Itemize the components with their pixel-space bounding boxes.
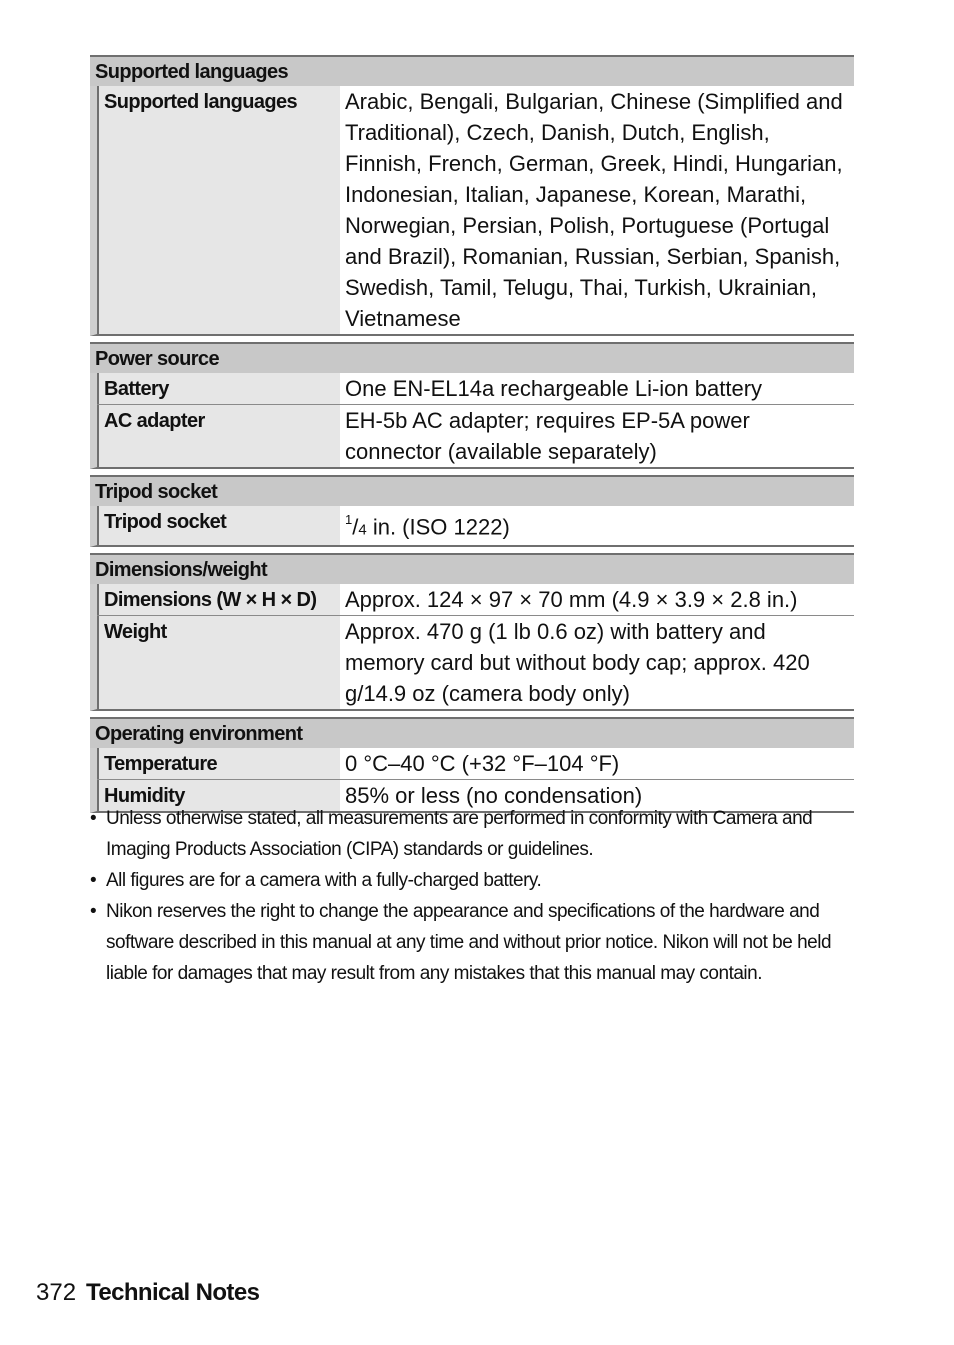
row-label: Battery — [97, 373, 340, 404]
row-value: Approx. 124 × 97 × 70 mm (4.9 × 3.9 × 2.8 in.) — [345, 587, 798, 613]
table-row — [97, 748, 854, 779]
table-row — [97, 86, 854, 334]
table-row — [97, 404, 854, 467]
row-value: 85% or less (no condensation) — [345, 783, 643, 809]
section-body — [90, 86, 854, 336]
row-label: Weight — [97, 616, 340, 709]
table-row — [97, 584, 854, 615]
section-dimensions-weight — [90, 553, 854, 711]
row-value: Approx. 470 g (1 lb 0.6 oz) with battery and memory card but without body cap; approx. 420 g/14.9 oz (camera body only) — [345, 619, 810, 707]
row-label: Tripod socket — [97, 506, 340, 545]
fraction-denominator: 4 — [358, 521, 367, 539]
row-value: One EN-EL14a rechargeable Li-ion battery — [345, 376, 763, 401]
note-item: • Nikon reserves the right to change the appearance and specifications of the hardware and software described in this manual at any time and without prior notice. Nikon will not be held liable for damages that may result from any mistakes that this manual may contain. — [90, 896, 854, 989]
section-power-source — [90, 342, 854, 469]
row-value: EH-5b AC adapter; requires EP-5A power connector (available separately) — [345, 408, 750, 464]
note-item: • All figures are for a camera with a fully-charged battery. — [90, 865, 854, 896]
row-value: Arabic, Bengali, Bulgarian, Chinese (Simplified and Traditional), Czech, Danish, Dutch, English, Finnish, French, German, Greek, Hindi, Hungarian, Indonesian, Italian, Japanese, Korean, Marathi, Norwegian, Persian, Polish, Portuguese (Portugal and Brazil), Romanian, Russian, Serbian, Spanish, Swedish, Tamil, Telugu, Thai, Turkish, Ukrainian, Vietnamese — [345, 89, 843, 331]
section-header: Supported languages — [90, 55, 854, 86]
row-value: $^1$/4 in. (ISO 1222) — [345, 512, 510, 540]
section-operating-environment — [90, 717, 854, 813]
row-value-text: in. (ISO 1222) — [366, 514, 510, 540]
page-number: 372 — [36, 1279, 77, 1306]
section-body — [90, 584, 854, 711]
row-label: Supported languages — [97, 86, 340, 334]
section-body — [90, 506, 854, 547]
fraction-numerator: 1 — [345, 512, 353, 527]
specifications-table — [90, 55, 854, 819]
row-label: Dimensions (W × H × D) — [97, 584, 340, 615]
section-header: Power source — [90, 342, 854, 373]
note-item: • Unless otherwise stated, all measurements are performed in conformity with Camera and Imaging Products Association (CIPA) standards or guidelines. — [90, 803, 854, 865]
row-label: AC adapter — [97, 405, 340, 467]
section-supported-languages — [90, 55, 854, 336]
row-label: Temperature — [97, 748, 340, 779]
notes-list — [90, 803, 854, 989]
row-label: Humidity — [97, 780, 340, 811]
table-row — [97, 506, 854, 545]
table-row — [97, 373, 854, 404]
page-footer — [36, 1277, 259, 1309]
section-header: Operating environment — [90, 717, 854, 748]
section-title: Technical Notes — [86, 1279, 260, 1306]
section-body — [90, 373, 854, 469]
table-row — [97, 615, 854, 709]
section-header: Tripod socket — [90, 475, 854, 506]
section-tripod-socket — [90, 475, 854, 547]
notes — [90, 803, 854, 989]
section-header: Dimensions/weight — [90, 553, 854, 584]
row-value: 0 °C–40 °C (+32 °F–104 °F) — [345, 751, 620, 777]
